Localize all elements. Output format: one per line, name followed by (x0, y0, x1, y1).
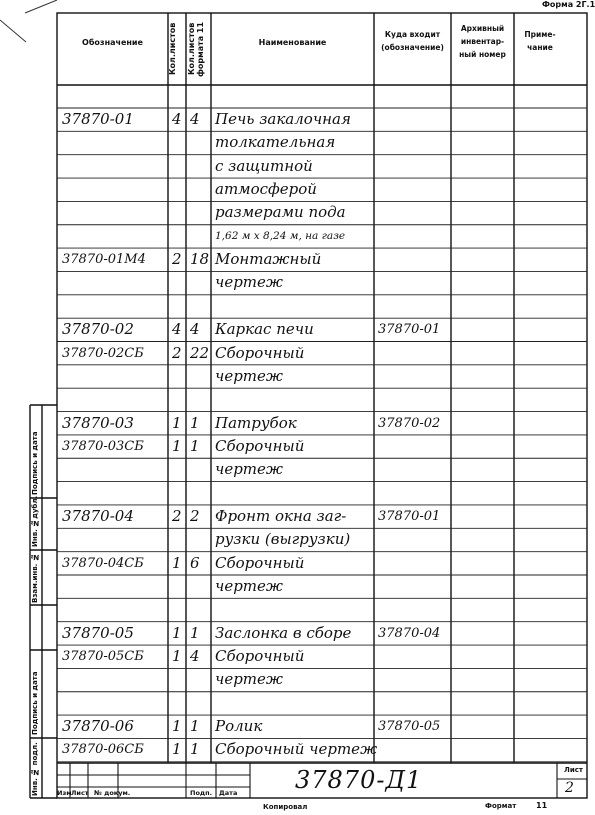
cell-name: 1,62 м x 8,24 м, на газе (215, 229, 346, 242)
cell-name: Ролик (215, 717, 263, 736)
stamp-doc-no: № докум. (94, 789, 131, 797)
cell-name: чертеж (215, 366, 283, 385)
cell-designation: 37870-06 (62, 717, 134, 736)
cell-format: 1 (190, 436, 200, 455)
cell-sheets: 4 (172, 110, 182, 128)
cell-name: Сборочный чертеж (215, 740, 378, 759)
header-qty-sheets: Кол.листов (168, 22, 177, 76)
stamp-list: Лист (71, 789, 89, 797)
stamp-izm: Изм (57, 789, 72, 797)
cell-name: Печь закалочная (215, 110, 351, 128)
side-label-sign-date-2: Подпись и дата (31, 671, 39, 735)
cell-name: толкательная (215, 133, 336, 152)
cell-format: 1 (190, 623, 200, 642)
cell-format: 18 (190, 250, 210, 269)
cell-where-used: 37870-04 (378, 625, 441, 641)
stamp-sheet-label: Лист (564, 766, 583, 774)
cell-name: Фронт окна заг- (215, 506, 347, 525)
cell-sheets: 1 (172, 717, 182, 736)
form-label: Форма 2Г.1 (542, 0, 595, 9)
cell-designation: 37870-05 (62, 623, 134, 642)
cell-sheets: 1 (172, 740, 182, 759)
cell-sheets: 4 (172, 320, 182, 339)
cell-name: Сборочный (215, 436, 305, 455)
header-qty-format: Кол.листов формата 11 (187, 21, 205, 77)
side-label-sign-date-1: Подпись и дата (31, 431, 39, 495)
cell-sheets: 1 (172, 436, 182, 455)
cell-designation: 37870-05СБ (62, 649, 144, 665)
header-note: Приме-чание (524, 30, 556, 52)
stamp-podp: Подп. (190, 789, 213, 797)
cell-where-used: 37870-01 (378, 322, 441, 338)
cell-name: чертеж (215, 460, 283, 479)
header-name: Наименование (258, 38, 327, 47)
cell-name: рузки (выгрузки) (215, 530, 351, 549)
footer-copied: Копировал (263, 803, 308, 811)
footer-format-value: 11 (536, 801, 548, 810)
stamp-document-code: 37870-Д1 (295, 766, 423, 794)
header-archive: Архивный инвентар-ный номер (459, 24, 506, 59)
cell-designation: 37870-01М4 (62, 252, 146, 268)
cell-format: 1 (190, 717, 200, 736)
footer-format-label: Формат (485, 802, 517, 810)
cell-where-used: 37870-01 (378, 508, 441, 524)
cell-name: чертеж (215, 577, 283, 595)
cell-where-used: 37870-02 (378, 415, 441, 431)
cell-format: 4 (190, 320, 200, 339)
cell-format: 4 (190, 647, 200, 666)
cell-name: размерами пода (215, 203, 346, 222)
cell-name: Сборочный (215, 647, 305, 666)
cell-designation: 37870-04СБ (62, 555, 144, 571)
cell-format: 6 (190, 553, 200, 572)
cell-where-used: 37870-05 (378, 719, 441, 735)
cell-designation: 37870-03 (62, 413, 134, 432)
cell-sheets: 1 (172, 623, 182, 642)
cell-name: чертеж (215, 670, 283, 689)
cell-sheets: 2 (172, 250, 182, 269)
cell-name: Каркас печи (215, 320, 314, 339)
side-label-vzam-inv: Взам.инв. № (31, 553, 39, 603)
cell-name: Сборочный (215, 343, 305, 362)
side-label-inv-dubl: Инв. №дубл. (31, 495, 39, 547)
cell-sheets: 1 (172, 647, 182, 666)
cell-designation: 37870-02СБ (62, 345, 144, 361)
cell-name: с защитной (215, 156, 313, 175)
cell-sheets: 1 (172, 553, 182, 572)
cell-designation: 37870-01 (62, 110, 134, 128)
side-label-inv-podl: Инв. № подл. (31, 742, 39, 796)
cell-format: 2 (190, 506, 200, 525)
cell-format: 4 (190, 110, 200, 128)
cell-designation: 37870-06СБ (62, 742, 144, 758)
cell-name: Сборочный (215, 553, 305, 572)
header-where-used: Куда входит (обозначение) (381, 30, 444, 52)
cell-format: 1 (190, 740, 200, 759)
header-designation: Обозначение (82, 38, 143, 47)
cell-designation: 37870-03СБ (62, 438, 144, 454)
cell-sheets: 2 (172, 506, 182, 525)
stamp-sheet-number: 2 (565, 780, 574, 796)
cell-sheets: 1 (172, 413, 182, 432)
cell-name: Монтажный (215, 250, 322, 269)
cell-format: 1 (190, 413, 200, 432)
cell-name: чертеж (215, 273, 283, 292)
stamp-date: Дата (219, 789, 238, 797)
cell-name: Патрубок (215, 413, 297, 432)
cell-name: Заслонка в сборе (215, 623, 352, 642)
cell-sheets: 2 (172, 343, 182, 362)
cell-designation: 37870-04 (62, 506, 134, 525)
cell-name: атмосферой (215, 180, 317, 199)
cell-format: 22 (190, 343, 210, 362)
cell-designation: 37870-02 (62, 320, 134, 339)
